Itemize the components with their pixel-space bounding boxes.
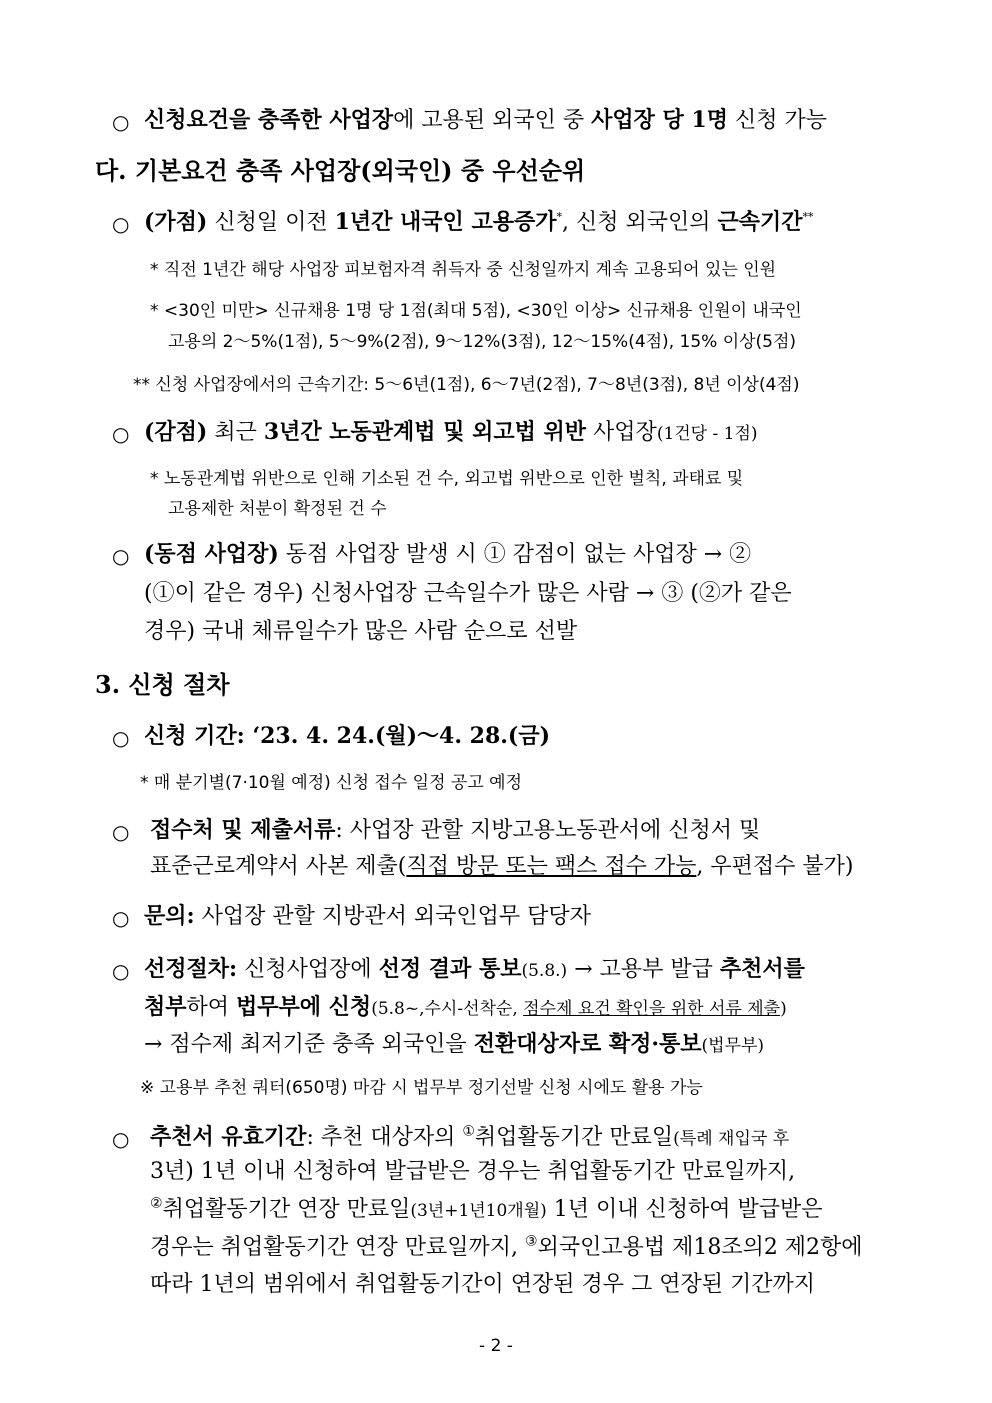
section-heading-priority: 다. 기본요건 충족 사업장(외국인) 중 우선순위	[95, 156, 586, 185]
note-line	[150, 299, 896, 323]
note-line: * 매 분기별(7·10월 예정) 신청 접수 일정 공고 예정	[140, 773, 523, 793]
note-line: 고용제한 처분이 확정된 건 수	[168, 499, 387, 519]
reception-line-2	[150, 853, 853, 881]
penalty-line	[144, 418, 758, 448]
text: (특례 재입국 후	[673, 1129, 790, 1149]
text-bold: 3년간 노동관계법 및 외고법 위반	[263, 419, 587, 445]
circled-number: ①	[462, 1123, 475, 1140]
text: (3년+1년10개월)	[410, 1201, 547, 1221]
text: 외국인고용법 제18조의2 제2항에	[537, 1235, 863, 1260]
text: : 사업장 관할 지방고용노동관서에 신청서 및	[335, 818, 761, 843]
text: (법무부)	[701, 1036, 765, 1056]
page-number: - 2 -	[479, 1336, 513, 1356]
bullet-icon: ○	[112, 959, 130, 983]
section-heading-procedure: 3. 신청 절차	[95, 670, 230, 699]
contact-line	[144, 902, 591, 931]
text-bold: 근속기간	[717, 209, 803, 235]
selection-line-2	[144, 993, 787, 1023]
validity-line-5: 따라 1년의 범위에서 취업활동기간이 연장된 경우 그 연장된 기간까지	[150, 1272, 816, 1297]
text: : 추천 대상자의	[306, 1125, 463, 1150]
text: → 점수제 최저기준 충족 외국인을	[144, 1032, 474, 1057]
text: 사업장 관할 지방관서 외국인업무 담당자	[194, 904, 591, 929]
tie-line	[144, 540, 751, 569]
application-period: 신청 기간: ‘23. 4. 24.(월)～4. 28.(금)	[144, 723, 550, 749]
text: → 고용부 발급	[567, 957, 720, 982]
text: * <30인 미만> 신규채용 1명 당 1점(최대 5점), <30인 이상> 신규채용 인원이 내국인	[150, 301, 802, 321]
text: 최근	[207, 420, 264, 445]
underlined-text: 점수제 요건 확인을 위한 서류 제출	[523, 999, 781, 1019]
text-bold: 사업장 당 1명	[591, 107, 728, 133]
text-bold: 선정절차:	[144, 956, 238, 982]
selection-line	[144, 955, 805, 985]
text-bold: 선정 결과 통보	[378, 956, 522, 982]
text: , 우편접수 불가)	[696, 854, 854, 879]
bullet-icon: ○	[112, 544, 130, 568]
quota-note: ※ 고용부 추천 쿼터(650명) 마감 시 법무부 정기선발 신청 시에도 활용 가능	[140, 1078, 703, 1098]
footnote-mark: **	[802, 210, 814, 224]
text-bold: 법무부에 신청	[236, 994, 372, 1020]
note-line: 고용의 2～5%(1점), 5～9%(2점), 9～12%(3점), 12～15%(4점), 15% 이상(5점)	[168, 332, 797, 352]
text: 신청사업장에	[237, 957, 379, 982]
text-bold: 첨부	[144, 994, 187, 1020]
bullet-icon: ○	[112, 726, 130, 750]
eligibility-line	[144, 106, 827, 135]
text-bold: 추천서 유효기간	[150, 1124, 307, 1150]
footnote-mark: *	[556, 210, 562, 224]
text: 사업장	[586, 420, 657, 445]
text: 취업활동기간 만료일	[474, 1125, 674, 1150]
text-bold: (감점)	[144, 419, 208, 445]
underlined-text: 직접 방문 또는 팩스 접수 가능	[406, 854, 697, 879]
text-bold: 접수처 및 제출서류	[150, 817, 336, 843]
text: , 신청 외국인의	[561, 210, 718, 235]
bullet-icon: ○	[112, 820, 130, 844]
text: 경우는 취업활동기간 연장 만료일까지,	[150, 1235, 525, 1260]
bullet-icon: ○	[112, 212, 130, 236]
note-line: ** 신청 사업장에서의 근속기간: 5～6년(1점), 6～7년(2점), 7～8년(3점), 8년 이상(4점)	[133, 375, 800, 395]
reception-line	[150, 816, 760, 845]
text-bold: 추천서를	[719, 956, 805, 982]
text: 표준근로계약서 사본 제출(	[150, 854, 407, 879]
text: 신청일 이전	[207, 210, 335, 235]
validity-line-3	[150, 1196, 823, 1225]
text-bold: (동점 사업장)	[144, 541, 279, 567]
validity-line	[150, 1123, 789, 1153]
selection-line-3	[144, 1030, 764, 1060]
text: 취업활동기간 연장 만료일	[162, 1197, 411, 1222]
note-line: * 노동관계법 위반으로 인해 기소된 건 수, 외고법 위반으로 인한 벌칙, 과태료 및	[150, 469, 744, 489]
circled-number: ②	[150, 1195, 163, 1212]
bullet-icon: ○	[112, 906, 130, 930]
text-bold: 전환대상자로 확정·통보	[473, 1031, 702, 1057]
text: )	[780, 999, 787, 1019]
validity-line-4	[150, 1234, 863, 1262]
text: 1년 이내 신청하여 발급받은	[546, 1197, 823, 1222]
text-bold: 1년간 내국인 고용증가	[334, 209, 557, 235]
text: 하여	[186, 995, 237, 1020]
bullet-icon: ○	[112, 110, 130, 134]
text-bold: (가점)	[144, 209, 208, 235]
text: 에 고용된 외국인 중	[393, 108, 592, 133]
text-bold: 신청요건을 충족한 사업장	[144, 107, 394, 133]
text: (5.8.)	[521, 961, 568, 981]
text: (5.8~,수시-선착순,	[371, 999, 524, 1019]
circled-number: ③	[525, 1233, 538, 1250]
bonus-points-line	[144, 208, 814, 237]
bullet-icon: ○	[112, 1127, 130, 1151]
tie-line-2: (①이 같은 경우) 신청사업장 근속일수가 많은 사람 → ③ (②가 같은	[144, 581, 792, 606]
bullet-icon: ○	[112, 422, 130, 446]
tie-line-3: 경우) 국내 체류일수가 많은 사람 순으로 선발	[144, 619, 578, 644]
text-bold: 문의:	[144, 903, 195, 929]
text: (1건당 - 1점)	[656, 424, 758, 444]
note-line: * 직전 1년간 해당 사업장 피보험자격 취득자 중 신청일까지 계속 고용되어 있는 인원	[150, 260, 777, 280]
text: 동점 사업장 발생 시 ① 감점이 없는 사업장 → ②	[278, 542, 752, 567]
validity-line-2: 3년) 1년 이내 신청하여 발급받은 경우는 취업활동기간 만료일까지,	[150, 1159, 796, 1184]
text: 신청 가능	[727, 108, 827, 133]
